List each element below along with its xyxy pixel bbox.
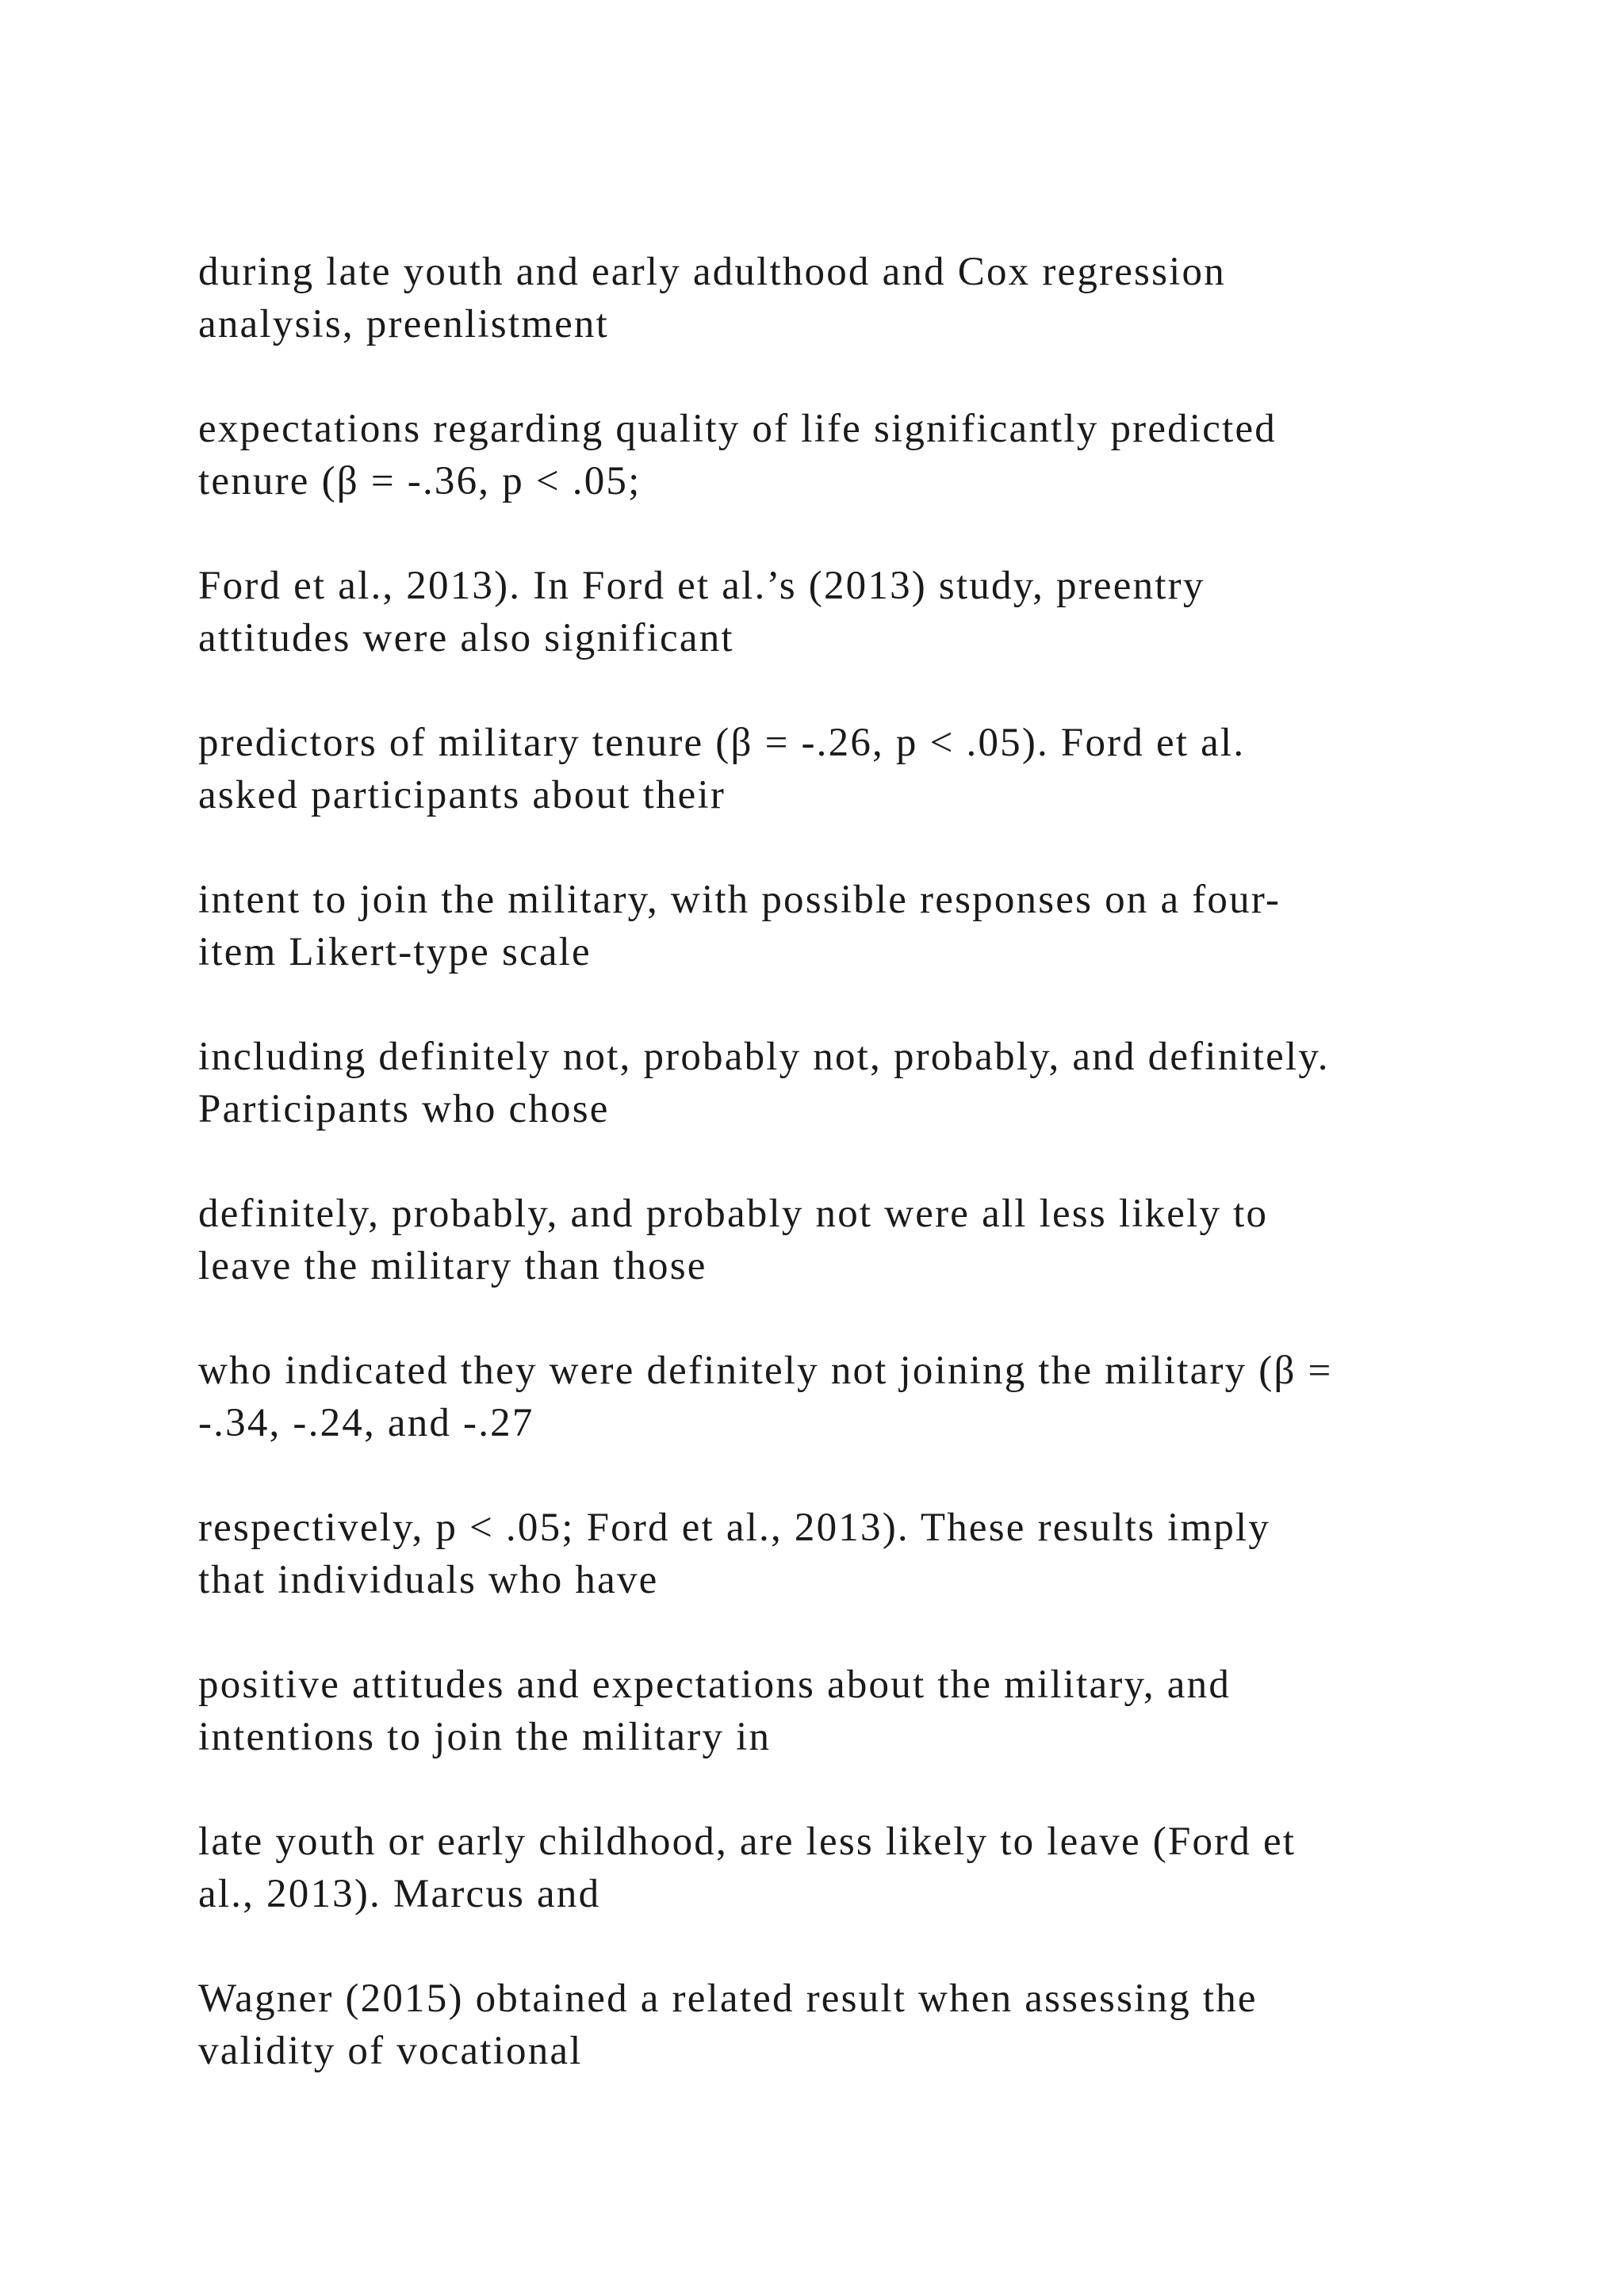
paragraph	[198, 874, 1435, 978]
paragraph	[198, 1816, 1435, 1920]
paragraph	[198, 1188, 1435, 1292]
paragraph	[198, 403, 1435, 507]
paragraph	[198, 1031, 1435, 1135]
text-line: that individuals who have	[198, 1558, 659, 1602]
text-line: who indicated they were definitely not joining the military (β =	[198, 1349, 1333, 1393]
text-line: intentions to join the military in	[198, 1715, 772, 1759]
text-line: leave the military than those	[198, 1244, 707, 1288]
text-line: asked participants about their	[198, 773, 726, 817]
paragraph	[198, 1973, 1435, 2077]
paragraph	[198, 1345, 1435, 1449]
text-line: Participants who chose	[198, 1087, 610, 1131]
paragraph	[198, 560, 1435, 664]
text-line: definitely, probably, and probably not were all less likely to	[198, 1192, 1269, 1236]
text-line: al., 2013). Marcus and	[198, 1872, 601, 1916]
body-text	[198, 246, 1435, 2130]
text-line: analysis, preenlistment	[198, 302, 609, 346]
text-line: expectations regarding quality of life significantly predicted	[198, 407, 1277, 451]
paragraph	[198, 246, 1435, 350]
paragraph	[198, 717, 1435, 821]
text-line: -.34, -.24, and -.27	[198, 1401, 534, 1445]
text-line: item Likert-type scale	[198, 930, 592, 974]
text-line: including definitely not, probably not, probably, and definitely.	[198, 1035, 1330, 1079]
text-line: attitudes were also significant	[198, 616, 734, 660]
text-line: respectively, p < .05; Ford et al., 2013). These results imply	[198, 1506, 1271, 1550]
paragraph	[198, 1659, 1435, 1763]
text-line: intent to join the military, with possible responses on a four-	[198, 878, 1281, 922]
text-line: Wagner (2015) obtained a related result when assessing the	[198, 1976, 1258, 2021]
text-line: Ford et al., 2013). In Ford et al.’s (2013) study, preentry	[198, 564, 1205, 608]
text-line: predictors of military tenure (β = -.26, p < .05). Ford et al.	[198, 721, 1246, 765]
text-line: tenure (β = -.36, p < .05;	[198, 459, 642, 503]
text-line: validity of vocational	[198, 2029, 583, 2073]
text-line: late youth or early childhood, are less likely to leave (Ford et	[198, 1820, 1297, 1864]
text-line: during late youth and early adulthood and Cox regression	[198, 250, 1226, 294]
paragraph	[198, 1502, 1435, 1606]
text-line: positive attitudes and expectations about the military, and	[198, 1663, 1231, 1707]
